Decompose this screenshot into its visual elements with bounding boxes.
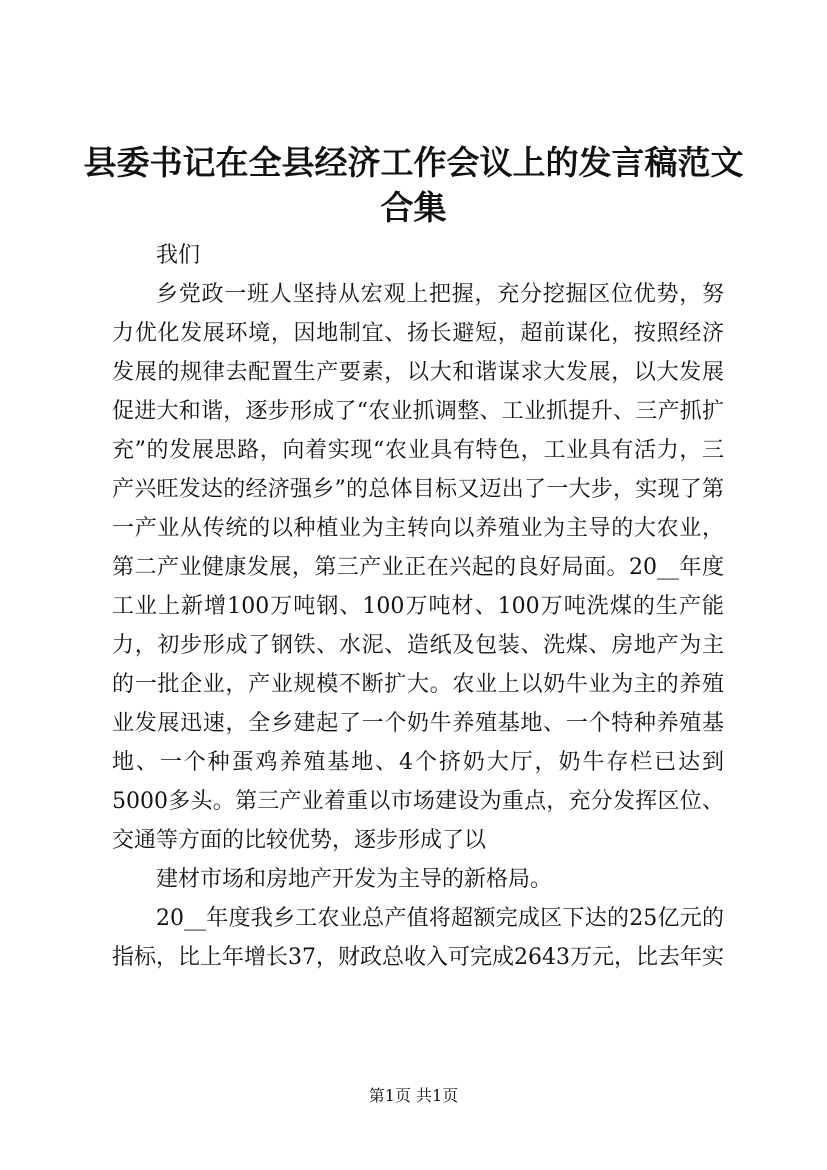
paragraph-1: 我们 <box>156 243 201 268</box>
page-footer: 第1页 共1页 <box>368 1086 459 1105</box>
paragraph-4: 20__年度我乡工农业总产值将超额完成区下达的25亿元的指标，比上年增长37，财政总收入可完成2643万元，比去年实 <box>112 906 724 970</box>
paragraph-3: 建材市场和房地产开发为主导的新格局。 <box>156 867 553 892</box>
document-title: 县委书记在全县经济工作会议上的发言稿范文合集 <box>83 143 744 227</box>
paragraph-2: 乡党政一班人坚持从宏观上把握，充分挖掘区位优势，努力优化发展环境，因地制宜、扬长避短，超前谋化，按照经济发展的规律去配置生产要素，以大和谐谋求大发展，以大发展促进大和谐，逐步形成了“农业抓调整、工业抓提升、三产抓扩充”的发展思路，向着实现“农业具有特色，工业具有活力，三产兴旺发达的经济强乡”的总体目标又迈出了一大步，实现了第一产业从传统的以种植业为主转向以养殖业为主导的大农业，第二产业健康发展，第三产业正在兴起的良好局面。20__年度工业上新增100万吨钢、100万吨材、100万吨洗煤的生产能力，初步形成了钢铁、水泥、造纸及包装、洗煤、房地产为主的一批企业，产业规模不断扩大。农业上以奶牛业为主的养殖业发展迅速，全乡建起了一个奶牛养殖基地、一个特种养殖基地、一个种蛋鸡养殖基地、4个挤奶大厅，奶牛存栏已达到5000多头。第三产业着重以市场建设为重点，充分发挥区位、交通等方面的比较优势，逐步形成了以 <box>112 282 724 853</box>
document-body <box>112 236 724 977</box>
